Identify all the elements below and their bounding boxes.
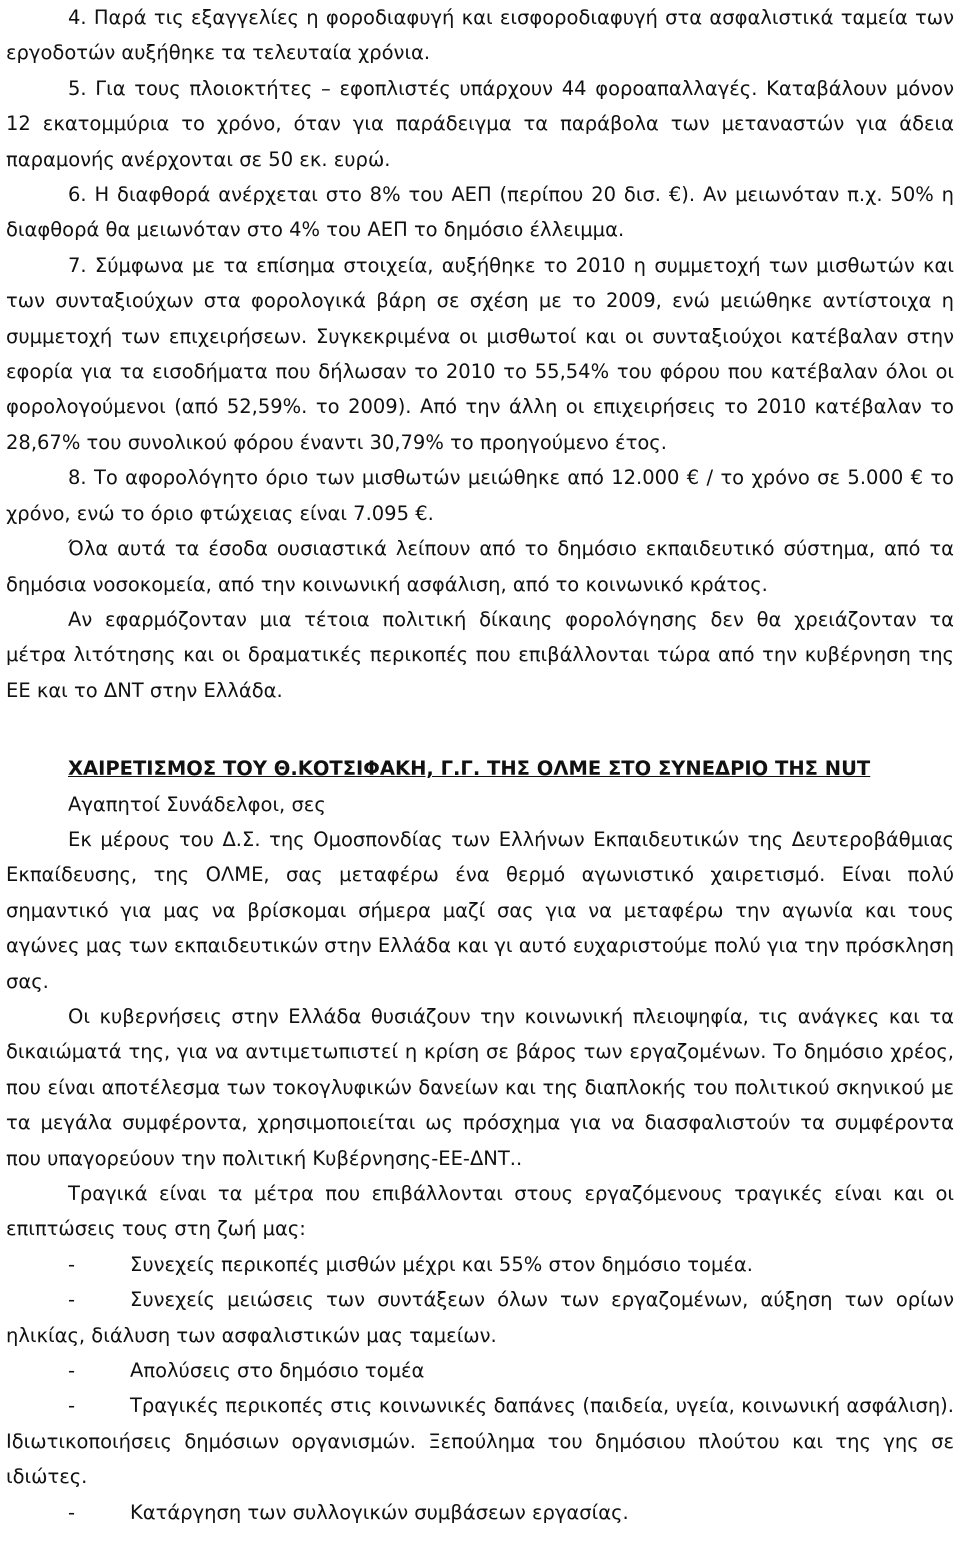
dash-marker: -: [68, 1359, 76, 1383]
list-item: [6, 1388, 954, 1494]
dash-marker: -: [68, 1500, 76, 1524]
list-item-text: Συνεχείς μειώσεις των συντάξεων όλων των εργαζομένων, αύξηση των ορίων ηλικίας, διάλυση των ασφαλιστικών μας ταμείων.: [6, 1288, 954, 1347]
paragraph-item-4: 4. Παρά τις εξαγγελίες η φοροδιαφυγή και εισφοροδιαφυγή στα ασφαλιστικά ταμεία των εργοδοτών αυξήθηκε τα τελευταία χρόνια.: [6, 6, 954, 65]
greeting-line: Αγαπητοί Συνάδελφοι, σες: [68, 792, 326, 816]
paragraph-governments: Οι κυβερνήσεις στην Ελλάδα θυσιάζουν την κοινωνική πλειοψηφία, τις ανάγκες και τα δικαιώματά της, για να αντιμετωπιστεί η κρίση σε βάρος των εργαζομένων. Το δημόσιο χρέος, που είναι αποτέλεσμα των τοκογλυφικών δανείων και της διαπλοκής του πολιτικού σκηνικού με τα μεγάλα συμφέροντα, χρησιμοποιείται ως πρόσχημα για να διασφαλιστούν τα συμφέροντα που υπαγορεύουν την πολιτική Κυβέρνησης-ΕΕ-ΔΝΤ..: [6, 1004, 954, 1170]
paragraph-item-7: 7. Σύμφωνα με τα επίσημα στοιχεία, αυξήθηκε το 2010 η συμμετοχή των μισθωτών και των συνταξιούχων στα φορολογικά βάρη σε σχέση με το 2009, ενώ μειώθηκε αντίστοιχα η συμμετοχή των επιχειρήσεων. Συγκεκριμένα οι μισθωτοί και οι συνταξιούχοι κατέβαλαν στην εφορία για τα εισοδήματα που δήλωσαν το 2010 το 55,54% του φόρου που κατέβαλαν όλοι οι φορολογούμενοι (από 52,59%. το 2009). Από την άλλη οι επιχειρήσεις το 2010 κατέβαλαν το 28,67% του συνολικού φόρου έναντι 30,79% το προηγούμενο έτος.: [6, 253, 954, 454]
list-item-text: Απολύσεις στο δημόσιο τομέα: [130, 1359, 425, 1383]
paragraph-item-8: 8. Το αφορολόγητο όριο των μισθωτών μειώθηκε από 12.000 € / το χρόνο σε 5.000 € το χρόνο, ενώ το όριο φτώχειας είναι 7.095 €.: [6, 466, 954, 525]
paragraph-item-6: 6. Η διαφθορά ανέρχεται στο 8% του ΑΕΠ (περίπου 20 δισ. €). Αν μειωνόταν π.χ. 50% η διαφθορά θα μειωνόταν στο 4% του ΑΕΠ το δημόσιο έλλειμμα.: [6, 183, 954, 242]
list-item: [6, 1495, 954, 1530]
dash-marker: -: [68, 1288, 76, 1312]
paragraph-greeting-body: Εκ μέρους του Δ.Σ. της Ομοσπονδίας των Ελλήνων Εκπαιδευτικών της Δευτεροβάθμιας Εκπαίδευσης, της ΟΛΜΕ, σας μεταφέρω ένα θερμό αγωνιστικό χαιρετισμό. Είναι πολύ σημαντικό για μας να βρίσκομαι σήμερα μαζί σας για να μεταφέρω την αγωνία και τους αγώνες μας των εκπαιδευτικών στην Ελλάδα και γι αυτό ευχαριστούμε πολύ για την πρόσκληση σας.: [6, 827, 954, 993]
list-item-text: Κατάργηση των συλλογικών συμβάσεων εργασίας.: [130, 1500, 629, 1524]
paragraph-fair-taxation: Αν εφαρμόζονταν μια τέτοια πολιτική δίκαιης φορολόγησης δεν θα χρειάζονταν τα μέτρα λιτότησης και οι δραματικές περικοπές που επιβάλλονται τώρα από την κυβέρνηση της ΕΕ και το ΔΝΤ στην Ελλάδα.: [6, 607, 954, 702]
dash-marker: -: [68, 1394, 76, 1418]
paragraph-item-5: 5. Για τους πλοιοκτήτες – εφοπλιστές υπάρχουν 44 φοροαπαλλαγές. Καταβάλουν μόνον 12 εκατομμύρια το χρόνο, όταν για παράδειγμα τα παράβολα των μεταναστών για άδεια παραμονής ανέρχονται σε 50 εκ. ευρώ.: [6, 76, 954, 171]
paragraph-revenue-loss: Όλα αυτά τα έσοδα ουσιαστικά λείπουν από το δημόσιο εκπαιδευτικό σύστημα, από τα δημόσια νοσοκομεία, από την κοινωνική ασφάλιση, από το κοινωνικό κράτος.: [6, 537, 954, 596]
list-item-text: Συνεχείς περικοπές μισθών μέχρι και 55% στον δημόσιο τομέα.: [130, 1252, 753, 1276]
section-heading: ΧΑΙΡΕΤΙΣΜΟΣ ΤΟΥ Θ.ΚΟΤΣΙΦΑΚΗ, Γ.Γ. ΤΗΣ ΟΛΜΕ ΣΤΟ ΣΥΝΕΔΡΙΟ ΤΗΣ NUT: [68, 757, 871, 781]
list-item-text: Τραγικές περικοπές στις κοινωνικές δαπάνες (παιδεία, υγεία, κοινωνική ασφάλιση). Ιδιωτικοποιήσεις δημόσιων οργανισμών. Ξεπούλημα του δημόσιου πλούτου και της γης σε ιδιώτες.: [6, 1394, 954, 1489]
list-item: [6, 1353, 954, 1388]
dash-marker: -: [68, 1252, 76, 1276]
list-item: [6, 1282, 954, 1353]
list-item: [6, 1247, 954, 1282]
paragraph-tragic-measures: Τραγικά είναι τα μέτρα που επιβάλλονται στους εργαζόμενους τραγικές είναι και οι επιπτώσεις τους στη ζωή μας:: [6, 1182, 954, 1241]
